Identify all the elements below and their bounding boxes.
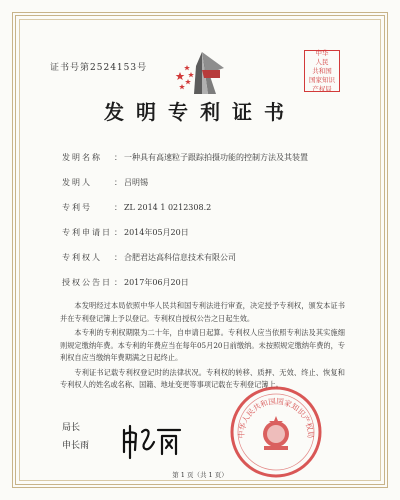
field-value: 2014年05月20日 (124, 228, 189, 237)
field-inventor: 发明人 ： 吕明锡 (62, 178, 148, 187)
field-value: 一种具有高速粒子跟踪拍摄功能的控制方法及其装置 (124, 153, 308, 162)
certificate-title: 发明专利证书 (104, 100, 296, 124)
page-footer: 第 1 页（共 1 页） (172, 471, 228, 479)
field-filing-date: 专利申请日 ： 2014年05月20日 (62, 228, 189, 237)
field-value: ZL 2014 1 0212308.2 (124, 203, 212, 212)
signer-title: 局长 (62, 423, 81, 433)
official-stamp (304, 50, 340, 92)
field-key: 发明名称 (62, 153, 102, 162)
stamp-line: 产权局 (312, 84, 332, 93)
field-key: 专利申请日 (62, 228, 112, 237)
field-key: 专利权人 (62, 253, 102, 262)
field-key: 专利号 (62, 203, 92, 212)
patent-office-logo-icon (172, 48, 232, 98)
field-value: 2017年06月20日 (124, 278, 189, 287)
signer-name: 申长雨 (62, 441, 90, 451)
field-grant-date: 授权公告日 ： 2017年06月20日 (62, 278, 189, 287)
seal-text: 中华人民共和国国家知识产权局 (236, 396, 316, 439)
field-key: 发明人 (62, 178, 92, 187)
body-paragraph: 本专利的专利权期限为二十年，自申请日起算。专利权人应当依照专利法及其实施细则规定缴纳年费。本专利的年费应当在每年05月20日前缴纳。未按照规定缴纳年费的，专利权自应当缴纳年费期满之日起终止。 (60, 328, 345, 362)
field-key: 授权公告日 (62, 278, 112, 287)
cert-no-value: 2524153 (90, 63, 138, 73)
signature-icon (118, 422, 188, 462)
body-paragraph: 专利证书记载专利权登记时的法律状况。专利权的转移、质押、无效、终止、恢复和专利权人的姓名或名称、国籍、地址变更等事项记载在专利登记簿上。 (60, 367, 345, 389)
field-value: 合肥君达高科信息技术有限公司 (124, 253, 236, 262)
field-patentee: 专利权人 ： 合肥君达高科信息技术有限公司 (62, 253, 236, 262)
body-paragraph: 本发明经过本局依照中华人民共和国专利法进行审查，决定授予专利权，颁发本证书并在专利登记簿上予以登记。专利权自授权公告之日起生效。 (60, 301, 345, 323)
cert-no-suffix: 号 (137, 63, 148, 73)
field-value: 吕明锡 (124, 178, 148, 187)
certificate-number (50, 60, 147, 73)
official-seal-icon (228, 384, 324, 480)
stamp-line: 人民 (315, 57, 329, 66)
field-invention-name: 发明名称 ： 一种具有高速粒子跟踪拍摄功能的控制方法及其装置 (62, 153, 308, 162)
stamp-line: 中华 (315, 48, 329, 57)
stamp-line: 国家知识 (309, 75, 335, 84)
cert-no-label: 证书号第 (50, 63, 91, 73)
certificate-body (60, 300, 345, 394)
stamp-line: 共和国 (312, 66, 332, 75)
field-patent-number: 专利号 ： ZL 2014 1 0212308.2 (62, 203, 212, 212)
